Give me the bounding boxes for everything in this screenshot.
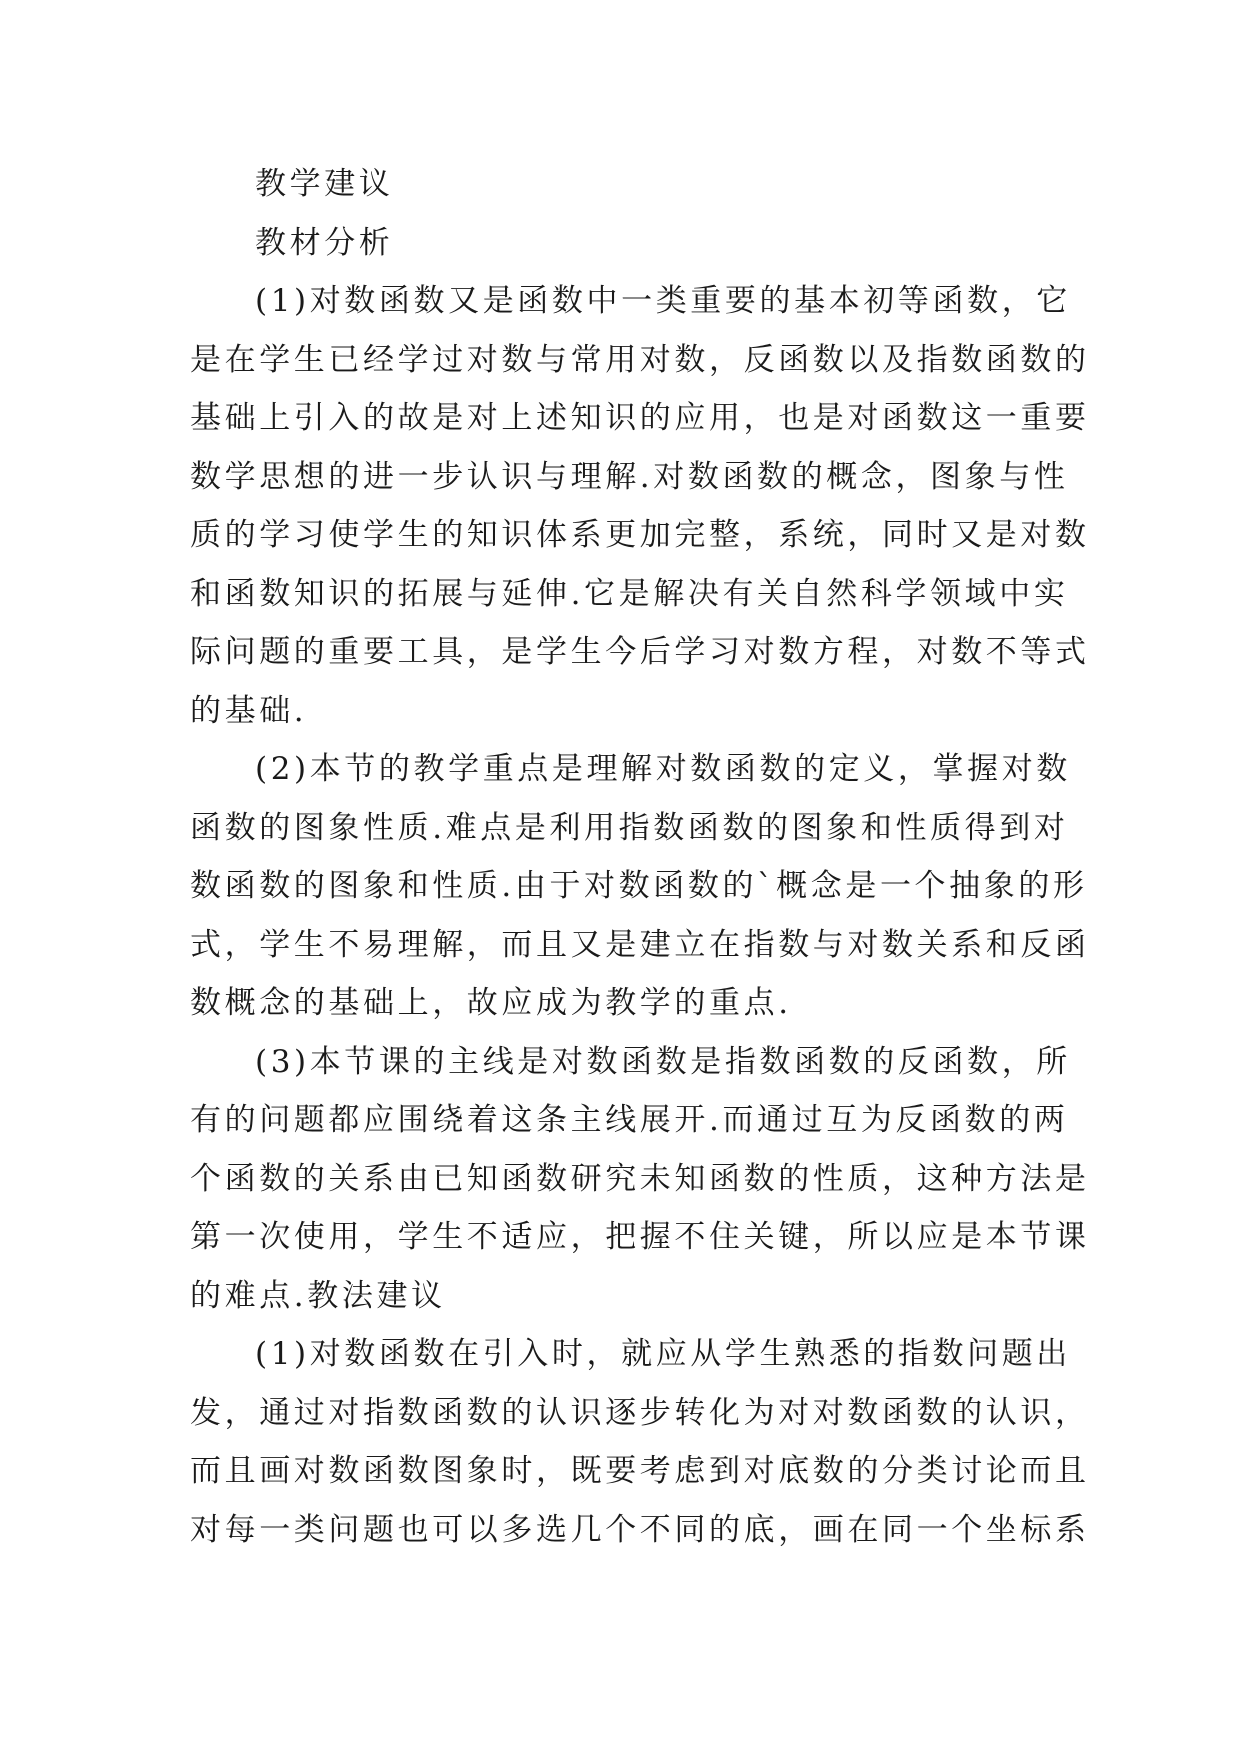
paragraph-line: (1)对数函数又是函数中一类重要的基本初等函数，它: [255, 283, 1071, 319]
paragraph-line: 发，通过对指数函数的认识逐步转化为对对数函数的认识，: [190, 1394, 1090, 1431]
paragraph-line: 数概念的基础上，故应成为教学的重点.: [190, 985, 792, 1021]
paragraph-line: (1)对数函数在引入时，就应从学生熟悉的指数问题出: [255, 1336, 1071, 1372]
paragraph-line: 的基础.: [190, 692, 308, 729]
paragraph-line: 质的学习使学生的知识体系更加完整，系统，同时又是对数: [190, 517, 1090, 553]
paragraph-line: 数学思想的进一步认识与理解.对数函数的概念，图象与性: [190, 458, 1069, 495]
paragraph-line: 函数的图象性质.难点是利用指数函数的图象和性质得到对: [190, 809, 1069, 846]
paragraph-line: 第一次使用，学生不适应，把握不住关键，所以应是本节课: [190, 1219, 1090, 1255]
document-body: [190, 155, 1090, 1559]
paragraph-line: (3)本节课的主线是对数函数是指数函数的反函数，所: [255, 1043, 1071, 1080]
paragraph-line: (2)本节的教学重点是理解对数函数的定义，掌握对数: [255, 751, 1071, 787]
paragraph-line: 式，学生不易理解，而且又是建立在指数与对数关系和反函: [190, 926, 1090, 963]
paragraph-line: 的难点.教法建议: [190, 1277, 446, 1314]
paragraph-line: 数函数的图象和性质.由于对数函数的`概念是一个抽象的形: [190, 868, 1088, 904]
paragraph-line: 对每一类问题也可以多选几个不同的底，画在同一个坐标系: [190, 1511, 1090, 1548]
paragraph-line: 际问题的重要工具，是学生今后学习对数方程，对数不等式: [190, 634, 1090, 670]
heading-teaching-suggestions: 教学建议: [255, 166, 394, 202]
paragraph-line: 和函数知识的拓展与延伸.它是解决有关自然科学领域中实: [190, 575, 1069, 612]
paragraph-line: 个函数的关系由已知函数研究未知函数的性质，这种方法是: [190, 1160, 1090, 1197]
paragraph-line: 而且画对数函数图象时，既要考虑到对底数的分类讨论而且: [190, 1453, 1090, 1489]
paragraph-line: 是在学生已经学过对数与常用对数，反函数以及指数函数的: [190, 341, 1090, 378]
paragraph-line: 基础上引入的故是对上述知识的应用，也是对函数这一重要: [190, 400, 1090, 436]
heading-textbook-analysis: 教材分析: [255, 224, 394, 261]
paragraph-line: 有的问题都应围绕着这条主线展开.而通过互为反函数的两: [190, 1102, 1069, 1138]
